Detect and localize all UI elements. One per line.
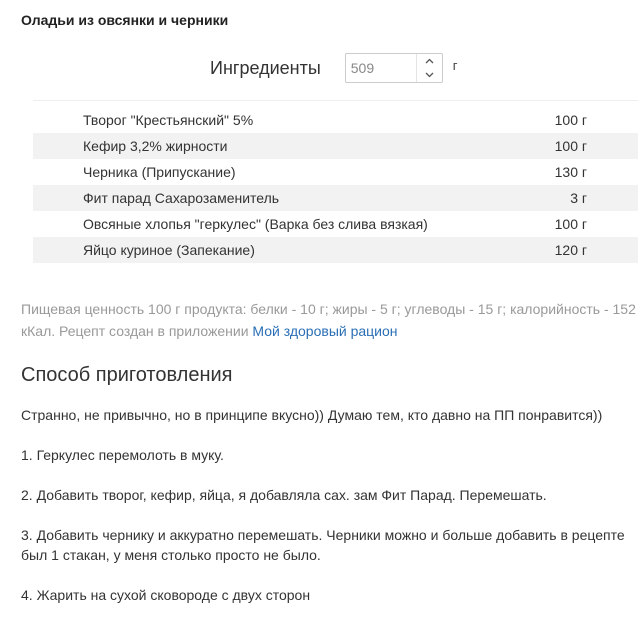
- ingredient-row: [33, 237, 638, 263]
- ingredient-amount: 100 г: [554, 138, 587, 154]
- ingredient-amount: 120 г: [554, 242, 587, 258]
- portion-stepper[interactable]: [345, 53, 443, 83]
- nutrition-info: [21, 298, 643, 342]
- recipe-title: Оладьи из овсянки и черники: [21, 12, 229, 28]
- method-step: 4. Жарить на сухой сковороде с двух сторон: [21, 587, 311, 603]
- ingredient-name: Фит парад Сахарозаменитель: [83, 190, 280, 206]
- method-intro: Странно, не привычно, но в принципе вкусно)) Думаю тем, кто давно на ПП понравится)): [21, 407, 603, 423]
- ingredient-row: [33, 211, 638, 237]
- ingredient-row: [33, 185, 638, 211]
- ingredient-row: [33, 159, 638, 185]
- ingredient-name: Черника (Припускание): [83, 164, 236, 180]
- portion-input[interactable]: [346, 54, 416, 82]
- ingredient-amount: 100 г: [554, 216, 587, 232]
- ingredient-name: Кефир 3,2% жирности: [83, 138, 228, 154]
- ingredient-name: Яйцо куриное (Запекание): [83, 242, 255, 258]
- method-steps: [21, 405, 641, 625]
- ingredient-name: Овсяные хлопья "геркулес" (Варка без слива вязкая): [83, 216, 428, 232]
- chevron-down-icon: [425, 72, 434, 78]
- nutrition-text: Пищевая ценность 100 г продукта: белки - 10 г; жиры - 5 г; углеводы - 15 г; калорийность - 152 кКал. Рецепт создан в приложении: [21, 301, 636, 339]
- method-title: Способ приготовления: [21, 364, 233, 386]
- increment-button[interactable]: [417, 54, 442, 68]
- app-link[interactable]: Мой здоровый рацион: [252, 323, 398, 339]
- chevron-up-icon: [425, 58, 434, 64]
- ingredient-amount: 3 г: [570, 190, 587, 206]
- method-step: 2. Добавить творог, кефир, яйца, я добавляла сах. зам Фит Парад. Перемешать.: [21, 487, 547, 503]
- method-step: 1. Геркулес перемолоть в муку.: [21, 447, 224, 463]
- method-step: 3. Добавить чернику и аккуратно перемешать. Черники можно и больше добавить в рецепте был 1 стакан, у меня столько просто не было.: [21, 527, 625, 563]
- ingredients-header: [210, 52, 458, 84]
- ingredient-row: [33, 107, 638, 133]
- stepper-buttons: [416, 54, 442, 82]
- ingredient-row: [33, 133, 638, 159]
- ingredient-name: Творог "Крестьянский" 5%: [83, 112, 254, 128]
- ingredient-amount: 130 г: [554, 164, 587, 180]
- ingredients-table: [33, 100, 638, 263]
- portion-unit: г: [452, 57, 458, 73]
- ingredients-label: Ингредиенты: [210, 57, 321, 78]
- ingredient-amount: 100 г: [554, 112, 587, 128]
- decrement-button[interactable]: [417, 68, 442, 82]
